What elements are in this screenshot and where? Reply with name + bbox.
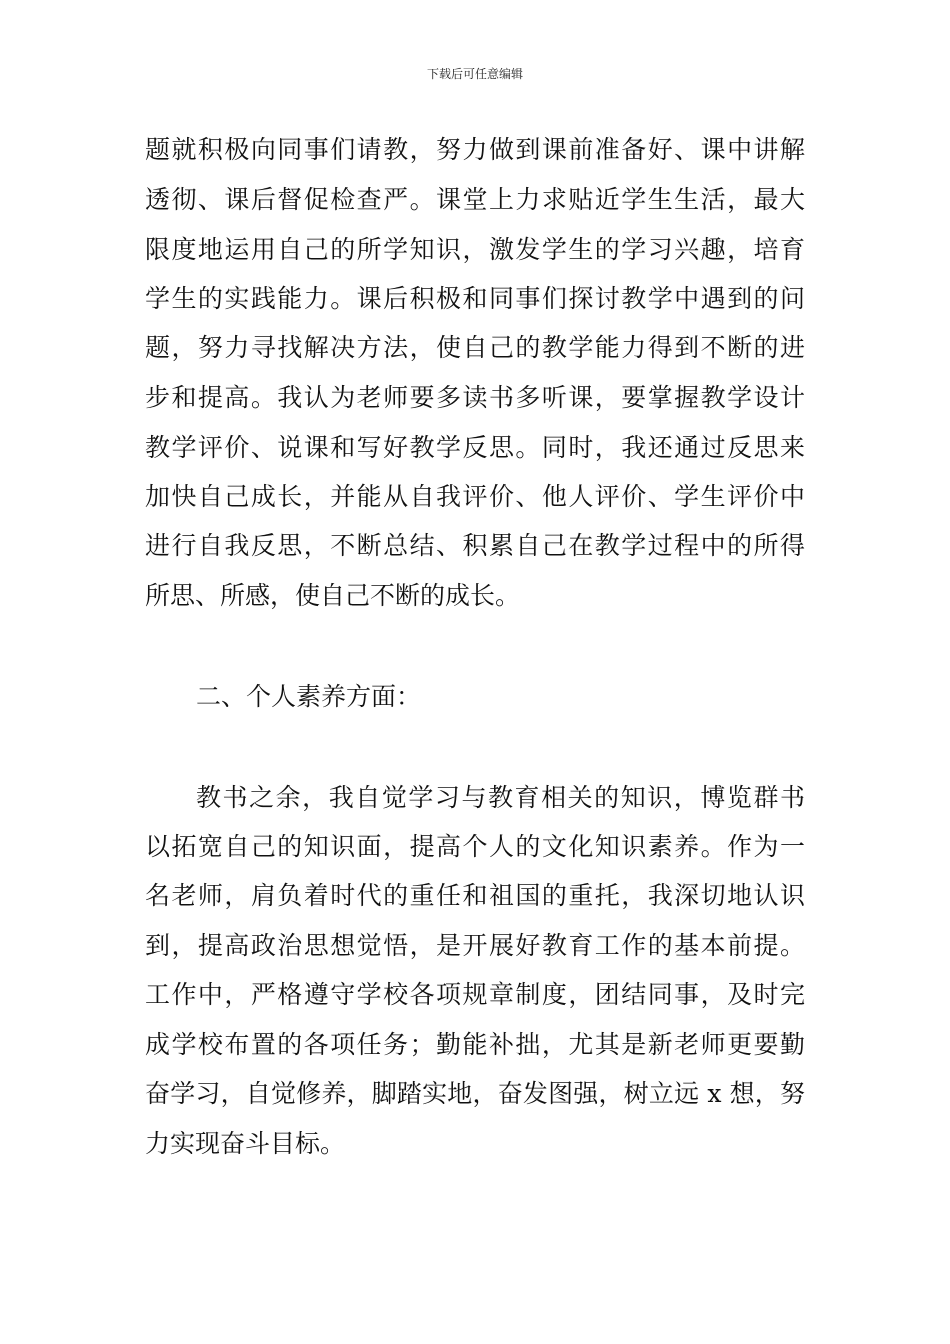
section-heading-personal-quality: 二、个人素养方面： [196,682,422,711]
paragraph-line: 步和提高。我认为老师要多读书多听课，要掌握教学设计 [145,383,805,412]
paragraph-line: 教学评价、说课和写好教学反思。同时，我还通过反思来 [145,433,805,462]
paragraph-line: 透彻、课后督促检查严。课堂上力求贴近学生生活，最大 [145,185,805,214]
paragraph-line: 限度地运用自己的所学知识，激发学生的学习兴趣，培育 [145,235,805,264]
paragraph-line: 加快自己成长，并能从自我评价、他人评价、学生评价中 [145,482,805,511]
paragraph-line: 成学校布置的各项任务；勤能补拙，尤其是新老师更要勤 [145,1030,805,1059]
paragraph-line: 学生的实践能力。课后积极和同事们探讨教学中遇到的问 [145,284,805,313]
paragraph-line: 名老师，肩负着时代的重任和祖国的重托，我深切地认识 [145,881,805,910]
paragraph-line: 力实现奋斗目标。 [145,1129,346,1158]
paragraph-line: 题，努力寻找解决方法，使自己的教学能力得到不断的进 [145,333,805,362]
paragraph-line: 进行自我反思，不断总结、积累自己在教学过程中的所得 [145,531,805,560]
paragraph-line: 题就积极向同事们请教，努力做到课前准备好、课中讲解 [145,135,805,164]
paragraph-line: 工作中，严格遵守学校各项规章制度，团结同事，及时完 [145,980,805,1009]
paragraph-line: 教书之余，我自觉学习与教育相关的知识，博览群书 [196,783,805,812]
paragraph-line: 所思、所感，使自己不断的成长。 [145,581,521,610]
paragraph-line: 以拓宽自己的知识面，提高个人的文化知识素养。作为一 [145,832,805,861]
page-header-note: 下载后可任意编辑 [426,67,523,81]
paragraph-line: 奋学习，自觉修养，脚踏实地，奋发图强，树立远 x 想，努 [145,1079,805,1108]
paragraph-line: 到，提高政治思想觉悟，是开展好教育工作的基本前提。 [145,931,805,960]
